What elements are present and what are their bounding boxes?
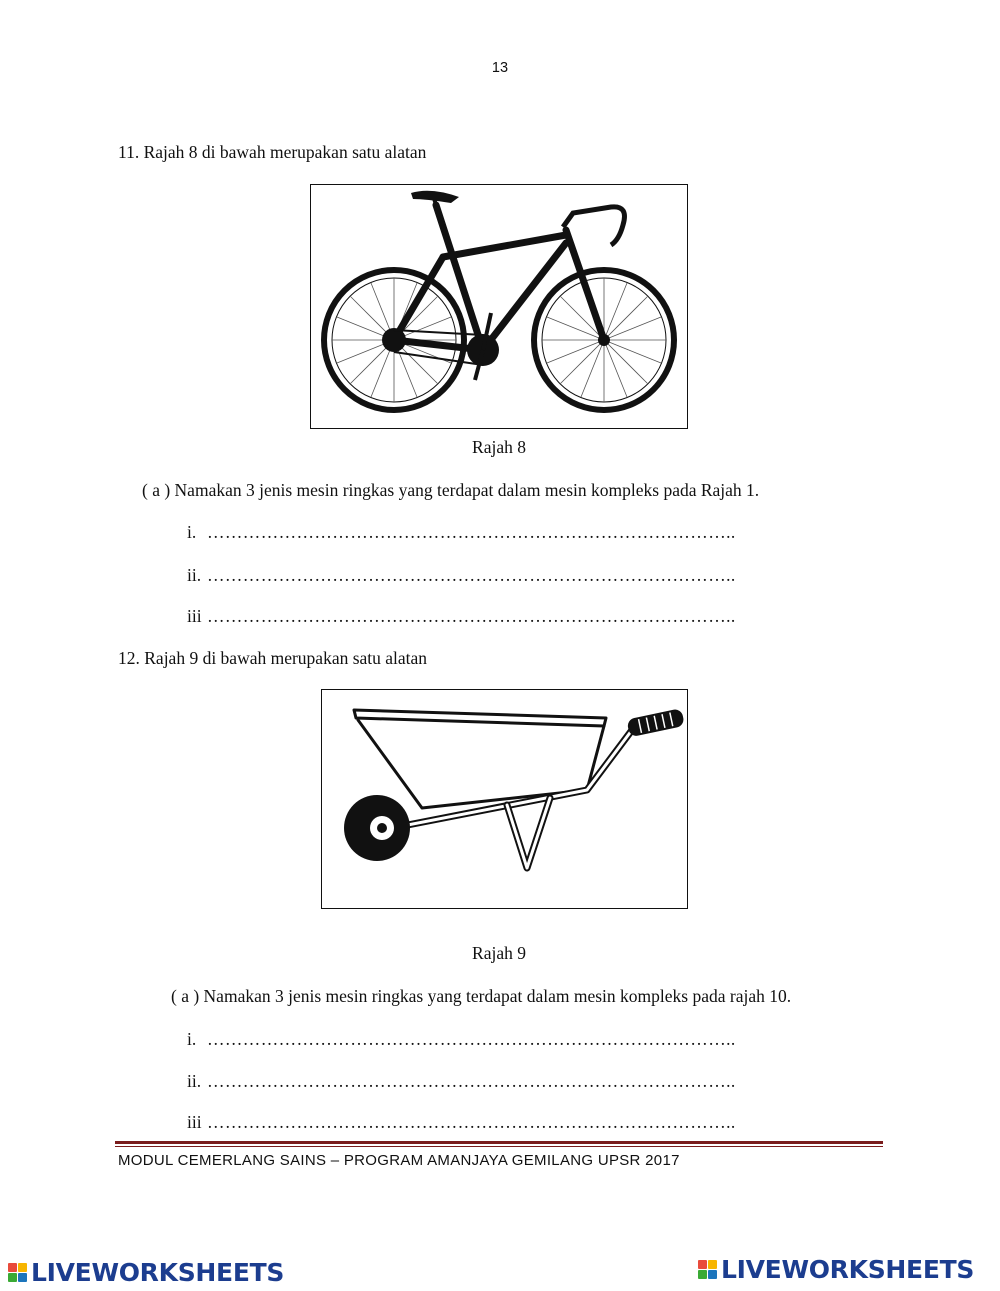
question-12-part-a: ( a ) Namakan 3 jenis mesin ringkas yang terdapat dalam mesin kompleks pada rajah 10.: [171, 986, 792, 1006]
answer-label: iii: [187, 606, 202, 626]
question-11-prompt: 11. Rajah 8 di bawah merupakan satu alatan: [118, 142, 427, 162]
figure-rajah-8: [310, 184, 688, 429]
answer-dots: ……………………………………………………………………………..: [207, 606, 736, 626]
answer-dots: ……………………………………………………………………………..: [207, 1029, 736, 1049]
brand-wordmark: LIVEWORKSHEETS: [721, 1255, 975, 1284]
answer-line-12-ii[interactable]: [187, 1071, 736, 1092]
liveworksheets-logo-icon: [8, 1263, 27, 1282]
brand-left[interactable]: [8, 1258, 284, 1287]
answer-line-12-iii[interactable]: [187, 1112, 736, 1133]
answer-label: ii.: [187, 565, 202, 585]
answer-line-11-iii[interactable]: [187, 606, 736, 627]
answer-label: ii.: [187, 1071, 202, 1091]
figure-rajah-9: [321, 689, 688, 909]
footer-text: MODUL CEMERLANG SAINS – PROGRAM AMANJAYA GEMILANG UPSR 2017: [118, 1152, 680, 1169]
brand-wordmark: LIVEWORKSHEETS: [31, 1258, 285, 1287]
answer-dots: ……………………………………………………………………………..: [207, 1112, 736, 1132]
footer-rule: [115, 1141, 883, 1144]
answer-line-11-i[interactable]: [187, 522, 736, 543]
bicycle-icon: [311, 185, 687, 428]
answer-label: iii: [187, 1112, 202, 1132]
footer-rule-thin: [115, 1146, 883, 1147]
answer-line-12-i[interactable]: [187, 1029, 736, 1050]
answer-line-11-ii[interactable]: [187, 565, 736, 586]
answer-dots: ……………………………………………………………………………..: [207, 522, 736, 542]
answer-dots: ……………………………………………………………………………..: [207, 565, 736, 585]
figure-8-caption: Rajah 8: [472, 437, 526, 457]
answer-dots: ……………………………………………………………………………..: [207, 1071, 736, 1091]
page-number: 13: [491, 60, 509, 76]
answer-label: i.: [187, 522, 197, 542]
wheelbarrow-icon: [322, 690, 687, 908]
brand-right[interactable]: [698, 1255, 974, 1284]
figure-9-caption: Rajah 9: [472, 943, 526, 963]
question-12-prompt: 12. Rajah 9 di bawah merupakan satu alatan: [118, 648, 428, 668]
answer-label: i.: [187, 1029, 197, 1049]
liveworksheets-logo-icon: [698, 1260, 717, 1279]
question-11-part-a: ( a ) Namakan 3 jenis mesin ringkas yang terdapat dalam mesin kompleks pada Rajah 1.: [142, 480, 760, 500]
